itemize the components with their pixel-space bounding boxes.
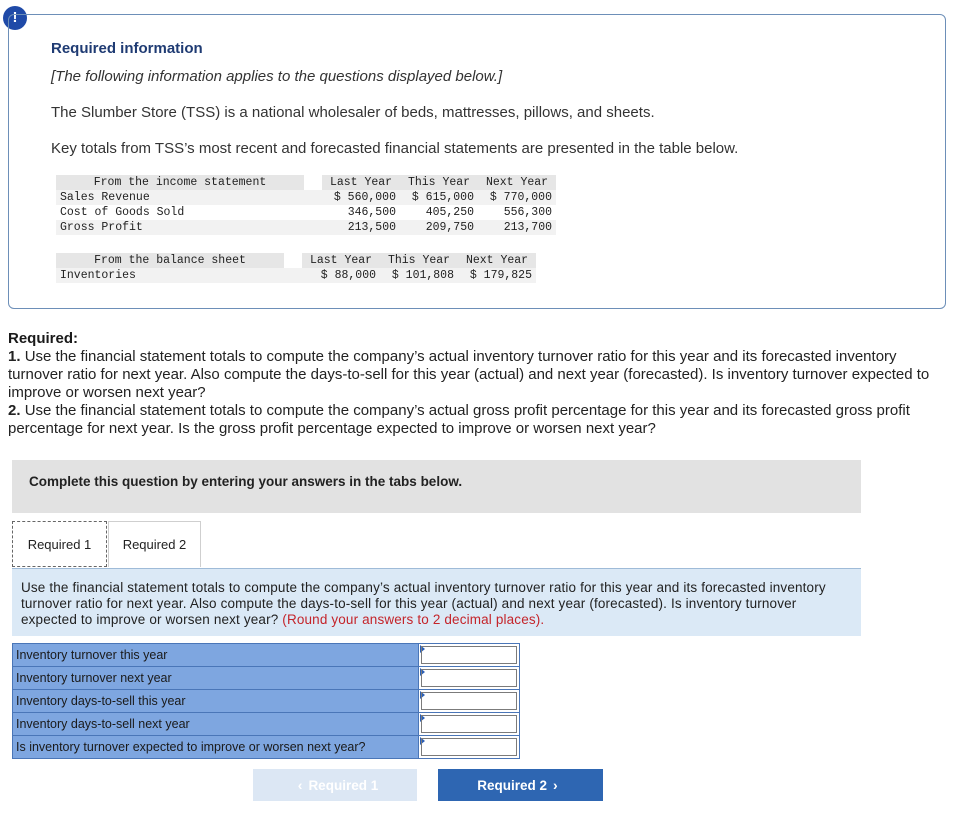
cell-value: 209,750 xyxy=(400,220,478,235)
column-header: Next Year xyxy=(458,253,536,268)
required-heading: Required: xyxy=(8,330,79,347)
improve-or-worsen-select[interactable] xyxy=(425,739,511,753)
table-row xyxy=(56,268,536,283)
cell-value: $ 770,000 xyxy=(478,190,556,205)
question-prompt xyxy=(12,568,861,636)
answer-row xyxy=(13,713,520,736)
info-title: Required information xyxy=(51,40,203,57)
cell-value: $ 88,000 xyxy=(302,268,380,283)
table-row xyxy=(56,205,556,220)
income-statement-table xyxy=(56,175,556,235)
cell-value: 405,250 xyxy=(425,206,474,219)
tab-required-2[interactable]: Required 2 xyxy=(108,521,201,567)
answer-label: Is inventory turnover expected to improve or worsen next year? xyxy=(13,736,419,759)
balance-caption: From the balance sheet xyxy=(56,253,284,268)
row-label: Cost of Goods Sold xyxy=(60,206,185,219)
column-header: Next Year xyxy=(478,175,556,190)
row-label: Gross Profit xyxy=(56,220,304,235)
prev-label: Required 1 xyxy=(308,778,379,793)
cell-value: 213,500 xyxy=(322,220,400,235)
info-note: [The following information applies to the questions displayed below.] xyxy=(51,68,503,85)
chevron-right-icon: › xyxy=(553,777,558,793)
answer-row xyxy=(13,736,520,759)
answer-label: Inventory days-to-sell next year xyxy=(13,713,419,736)
inventory-turnover-this-year-input[interactable] xyxy=(425,647,511,661)
income-caption: From the income statement xyxy=(56,175,304,190)
item-text: Use the financial statement totals to compute the company’s actual gross profit percentage for this year and its forecasted gross profit percentage for next year. Is the gross profit percentage expected to improve or worsen next year? xyxy=(8,402,910,437)
item-text: Use the financial statement totals to compute the company’s actual inventory turnover ratio for this year and its forecasted inventory turnover ratio for next year. Also compute the days-to-sell for this year (actual) and next year (forecasted). Is inventory turnover expected to improve or worsen next year? xyxy=(8,348,930,401)
days-to-sell-next-year-input[interactable] xyxy=(425,716,511,730)
answer-table xyxy=(12,643,520,759)
required-item-2 xyxy=(8,402,953,438)
answer-row xyxy=(13,644,520,667)
previous-required-1-button[interactable] xyxy=(253,769,417,801)
item-number: 2. xyxy=(8,402,21,419)
cell-value: 346,500 xyxy=(347,206,396,219)
chevron-left-icon: ‹ xyxy=(297,777,303,793)
answer-row xyxy=(13,667,520,690)
column-header: This Year xyxy=(400,175,478,190)
inventory-turnover-next-year-input[interactable] xyxy=(425,670,511,684)
column-header: This Year xyxy=(380,253,458,268)
row-label: Inventories xyxy=(56,268,284,283)
cell-value: $ 179,825 xyxy=(458,268,536,283)
required-item-1 xyxy=(8,348,953,402)
info-intro: The Slumber Store (TSS) is a national wholesaler of beds, mattresses, pillows, and sheets. xyxy=(51,104,655,121)
answer-label: Inventory turnover this year xyxy=(13,644,419,667)
table-row xyxy=(56,190,556,205)
next-label: Required 2 xyxy=(477,778,548,793)
answer-row xyxy=(13,690,520,713)
prompt-text: Use the financial statement totals to compute the company’s actual inventory turnover ratio for this year and its forecasted inventory turnover ratio for next year. Also compute the days-to-sell for this year (actual) and next year (forecasted). Is inventory turnover expected to improve or worsen next year? xyxy=(21,580,826,627)
item-number: 1. xyxy=(8,348,21,365)
cell-value: $ 101,808 xyxy=(380,268,458,283)
alert-icon: ! xyxy=(3,6,27,30)
rounding-hint: (Round your answers to 2 decimal places). xyxy=(282,612,545,627)
column-header: Last Year xyxy=(322,175,400,190)
next-required-2-button[interactable] xyxy=(438,769,603,801)
answer-label: Inventory turnover next year xyxy=(13,667,419,690)
column-header: Last Year xyxy=(302,253,380,268)
tab-required-1[interactable]: Required 1 xyxy=(12,521,107,567)
days-to-sell-this-year-input[interactable] xyxy=(425,693,511,707)
cell-value: 213,700 xyxy=(478,220,556,235)
cell-value: $ 560,000 xyxy=(322,190,400,205)
instructions-bar: Complete this question by entering your answers in the tabs below. xyxy=(12,460,861,513)
table-row xyxy=(56,220,556,235)
info-lead: Key totals from TSS’s most recent and forecasted financial statements are presented in the table below. xyxy=(51,140,739,157)
answer-label: Inventory days-to-sell this year xyxy=(13,690,419,713)
cell-value: 556,300 xyxy=(503,206,552,219)
row-label: Sales Revenue xyxy=(56,190,304,205)
cell-value: $ 615,000 xyxy=(400,190,478,205)
balance-sheet-table xyxy=(56,253,536,283)
